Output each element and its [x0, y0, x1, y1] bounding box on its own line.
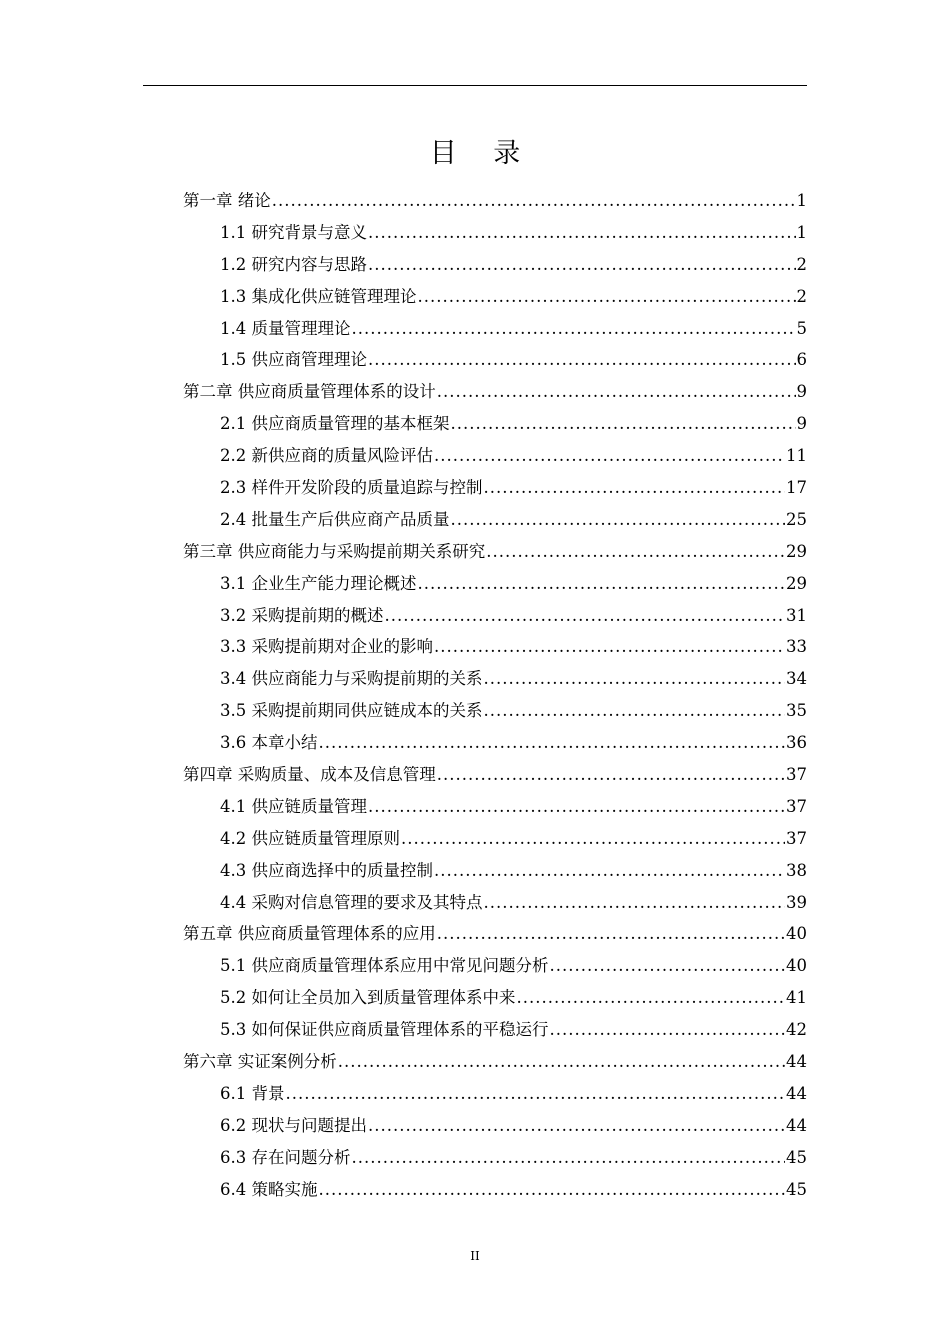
toc-dot-leader — [319, 727, 786, 759]
toc-entry-page: 40 — [786, 956, 807, 976]
toc-dot-leader — [434, 631, 785, 663]
toc-section-entry[interactable] — [183, 950, 807, 982]
toc-entry-label: 2.1 供应商质量管理的基本框架 — [220, 414, 450, 434]
toc-entry-page: 40 — [786, 924, 807, 944]
toc-section-entry[interactable] — [183, 855, 807, 887]
toc-entry-page: 35 — [786, 701, 807, 721]
toc-entry-label: 第三章 供应商能力与采购提前期关系研究 — [183, 541, 486, 561]
toc-section-entry[interactable] — [183, 408, 807, 440]
toc-section-entry[interactable] — [183, 568, 807, 600]
toc-dot-leader — [484, 663, 786, 695]
toc-dot-leader — [418, 568, 786, 600]
toc-section-entry[interactable] — [183, 727, 807, 759]
toc-section-entry[interactable] — [183, 504, 807, 536]
toc-dot-leader — [437, 759, 785, 791]
toc-entry-label: 3.1 企业生产能力理论概述 — [220, 573, 417, 593]
toc-entry-page: 44 — [786, 1083, 807, 1103]
toc-entry-page: 45 — [786, 1147, 807, 1167]
toc-entry-page: 1 — [796, 222, 807, 242]
toc-section-entry[interactable] — [183, 1142, 807, 1174]
toc-section-entry[interactable] — [183, 982, 807, 1014]
toc-entry-page: 5 — [796, 318, 807, 338]
toc-section-entry[interactable] — [183, 1078, 807, 1110]
toc-dot-leader — [418, 281, 796, 313]
toc-entry-page: 33 — [786, 637, 807, 657]
toc-entry-page: 37 — [786, 828, 807, 848]
toc-entry-page: 36 — [786, 733, 807, 753]
toc-entry-page: 29 — [786, 541, 807, 561]
toc-entry-page: 41 — [786, 988, 807, 1008]
toc-section-entry[interactable] — [183, 1014, 807, 1046]
toc-entry-label: 第二章 供应商质量管理体系的设计 — [183, 382, 436, 402]
toc-entry-label: 6.3 存在问题分析 — [220, 1147, 351, 1167]
toc-section-entry[interactable] — [183, 1174, 807, 1206]
toc-chapter-entry[interactable] — [183, 185, 807, 217]
toc-title: 目 录 — [429, 138, 535, 169]
toc-entry-label: 3.4 供应商能力与采购提前期的关系 — [220, 669, 483, 689]
toc-chapter-entry[interactable] — [183, 759, 807, 791]
toc-section-entry[interactable] — [183, 823, 807, 855]
toc-section-entry[interactable] — [183, 313, 807, 345]
toc-section-entry[interactable] — [183, 663, 807, 695]
toc-entry-label: 3.3 采购提前期对企业的影响 — [220, 637, 433, 657]
toc-entry-label: 6.1 背景 — [220, 1083, 285, 1103]
toc-entry-page: 39 — [786, 892, 807, 912]
toc-entry-page: 9 — [796, 414, 807, 434]
toc-dot-leader — [352, 313, 796, 345]
toc-section-entry[interactable] — [183, 344, 807, 376]
toc-entry-page: 31 — [786, 605, 807, 625]
toc-entry-page: 9 — [796, 382, 807, 402]
page-number: II — [470, 1249, 480, 1263]
toc-entry-page: 2 — [796, 254, 807, 274]
toc-dot-leader — [385, 600, 786, 632]
toc-dot-leader — [352, 1142, 786, 1174]
toc-entry-label: 2.3 样件开发阶段的质量追踪与控制 — [220, 478, 483, 498]
toc-dot-leader — [434, 440, 785, 472]
toc-entry-page: 34 — [786, 669, 807, 689]
toc-entry-label: 第一章 绪论 — [183, 191, 271, 210]
toc-entry-label: 4.1 供应链质量管理 — [220, 796, 367, 816]
toc-entry-label: 3.5 采购提前期同供应链成本的关系 — [220, 701, 483, 721]
toc-dot-leader — [338, 1046, 785, 1078]
toc-entry-label: 1.3 集成化供应链管理理论 — [220, 286, 417, 306]
toc-dot-leader — [451, 504, 786, 536]
toc-dot-leader — [368, 1110, 785, 1142]
toc-chapter-entry[interactable] — [183, 376, 807, 408]
toc-entry-label: 1.2 研究内容与思路 — [220, 254, 367, 274]
table-of-contents — [183, 185, 807, 1206]
toc-dot-leader — [368, 791, 785, 823]
toc-entry-page: 37 — [786, 796, 807, 816]
toc-entry-page: 44 — [786, 1115, 807, 1135]
toc-dot-leader — [368, 217, 796, 249]
toc-dot-leader — [486, 536, 785, 568]
toc-entry-label: 6.4 策略实施 — [220, 1179, 318, 1199]
toc-dot-leader — [550, 1014, 786, 1046]
toc-entry-label: 4.2 供应链质量管理原则 — [220, 828, 400, 848]
toc-entry-page: 42 — [786, 1020, 807, 1040]
toc-entry-page: 1 — [796, 191, 807, 210]
toc-section-entry[interactable] — [183, 887, 807, 919]
toc-entry-page: 11 — [786, 446, 807, 466]
toc-entry-page: 17 — [786, 478, 807, 498]
toc-entry-page: 29 — [786, 573, 807, 593]
toc-section-entry[interactable] — [183, 1110, 807, 1142]
toc-section-entry[interactable] — [183, 217, 807, 249]
toc-entry-label: 2.2 新供应商的质量风险评估 — [220, 446, 433, 466]
toc-dot-leader — [272, 185, 796, 217]
toc-entry-page: 2 — [796, 286, 807, 306]
toc-entry-label: 5.2 如何让全员加入到质量管理体系中来 — [220, 988, 516, 1008]
toc-entry-label: 第五章 供应商质量管理体系的应用 — [183, 924, 436, 944]
toc-dot-leader — [437, 376, 796, 408]
toc-entry-label: 4.4 采购对信息管理的要求及其特点 — [220, 892, 483, 912]
toc-entry-label: 4.3 供应商选择中的质量控制 — [220, 860, 433, 880]
toc-entry-label: 1.5 供应商管理理论 — [220, 350, 367, 370]
toc-dot-leader — [368, 344, 796, 376]
toc-section-entry[interactable] — [183, 440, 807, 472]
toc-dot-leader — [319, 1174, 786, 1206]
toc-entry-page: 6 — [796, 350, 807, 370]
toc-entry-label: 1.1 研究背景与意义 — [220, 222, 367, 242]
toc-entry-page: 45 — [786, 1179, 807, 1199]
toc-entry-page: 44 — [786, 1052, 807, 1072]
toc-dot-leader — [286, 1078, 786, 1110]
toc-dot-leader — [484, 695, 786, 727]
toc-chapter-entry[interactable] — [183, 1046, 807, 1078]
toc-section-entry[interactable] — [183, 600, 807, 632]
toc-entry-page: 25 — [786, 509, 807, 529]
toc-dot-leader — [550, 950, 786, 982]
toc-entry-label: 第四章 采购质量、成本及信息管理 — [183, 765, 436, 785]
toc-dot-leader — [484, 472, 786, 504]
toc-chapter-entry[interactable] — [183, 918, 807, 950]
toc-section-entry[interactable] — [183, 281, 807, 313]
toc-entry-page: 38 — [786, 860, 807, 880]
toc-section-entry[interactable] — [183, 249, 807, 281]
toc-entry-label: 1.4 质量管理理论 — [220, 318, 351, 338]
toc-entry-page: 37 — [786, 765, 807, 785]
toc-dot-leader — [451, 408, 796, 440]
toc-dot-leader — [517, 982, 786, 1014]
toc-section-entry[interactable] — [183, 472, 807, 504]
toc-entry-label: 5.3 如何保证供应商质量管理体系的平稳运行 — [220, 1020, 549, 1040]
toc-entry-label: 5.1 供应商质量管理体系应用中常见问题分析 — [220, 956, 549, 976]
toc-entry-label: 3.6 本章小结 — [220, 733, 318, 753]
toc-dot-leader — [401, 823, 785, 855]
toc-section-entry[interactable] — [183, 631, 807, 663]
toc-dot-leader — [484, 887, 786, 919]
toc-entry-label: 6.2 现状与问题提出 — [220, 1115, 367, 1135]
header-rule — [143, 85, 807, 86]
toc-chapter-entry[interactable] — [183, 536, 807, 568]
toc-entry-label: 3.2 采购提前期的概述 — [220, 605, 384, 625]
toc-dot-leader — [434, 855, 785, 887]
toc-dot-leader — [368, 249, 796, 281]
toc-dot-leader — [437, 918, 785, 950]
toc-section-entry[interactable] — [183, 695, 807, 727]
toc-entry-label: 第六章 实证案例分析 — [183, 1052, 337, 1072]
toc-entry-label: 2.4 批量生产后供应商产品质量 — [220, 509, 450, 529]
toc-section-entry[interactable] — [183, 791, 807, 823]
